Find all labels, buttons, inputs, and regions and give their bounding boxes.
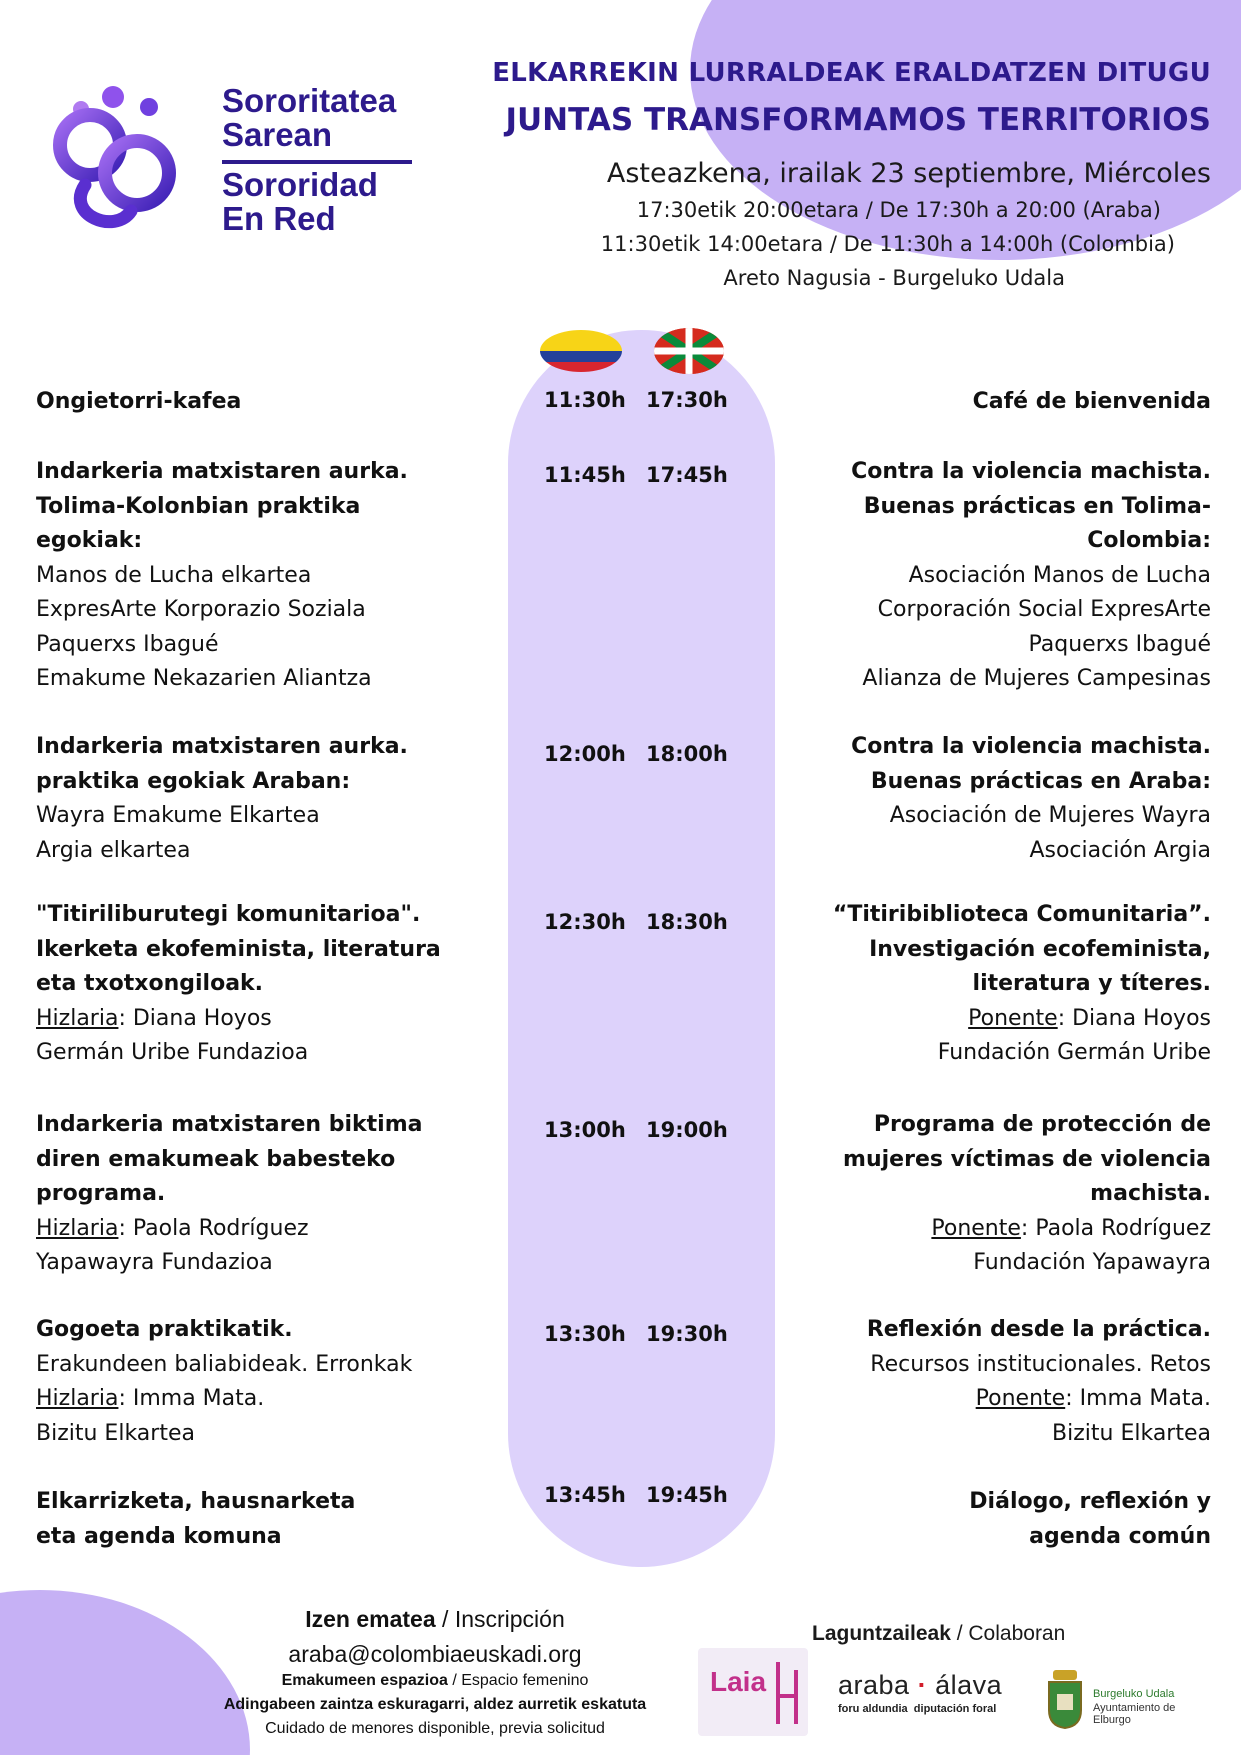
time-araba: 18:30h: [646, 910, 728, 934]
time-araba: 19:30h: [646, 1322, 728, 1346]
time-colombia: 12:00h: [544, 742, 626, 766]
event-time-araba: 17:30etik 20:00etara / De 17:30h a 20:00 (Araba): [636, 198, 1161, 222]
sororitatea-logo-icon: [45, 85, 185, 235]
session-title-line: Indarkeria matxistaren biktima: [36, 1112, 423, 1137]
childcare-es: Cuidado de menores disponible, previa solicitud: [265, 1720, 605, 1737]
session-title-line: Contra la violencia machista.: [851, 459, 1211, 484]
time-colombia: 11:45h: [544, 463, 626, 487]
session-left-text: [36, 1108, 516, 1281]
brand-name-eu-2: Sarean: [222, 116, 333, 153]
session-title-line: Reflexión desde la práctica.: [866, 1317, 1211, 1342]
session-detail-line: Recursos institucionales. Retos: [870, 1351, 1211, 1377]
session-title-line: Indarkeria matxistaren aurka.: [36, 734, 408, 759]
session-left-text: [36, 455, 516, 697]
time-araba: 19:00h: [646, 1118, 728, 1142]
elburgo-logo: [1045, 1668, 1215, 1734]
session-right-text: [761, 1108, 1211, 1281]
session-title-line: agenda común: [1029, 1523, 1211, 1549]
speaker-name: Diana Hoyos: [132, 1005, 272, 1031]
brand-name: [222, 84, 412, 236]
women-space-eu: Emakumeen espazioa: [281, 1672, 448, 1689]
brand-name-eu-1: Sororitatea: [222, 82, 397, 119]
session-right-text: [761, 1485, 1211, 1554]
timeline-band: [508, 330, 775, 1567]
speaker-label: Ponente: [931, 1215, 1021, 1241]
brand-name-es-2: En Red: [222, 200, 336, 237]
araba-word: araba: [838, 1670, 910, 1700]
women-space-es: Espacio femenino: [461, 1672, 589, 1689]
session-detail-line: Alianza de Mujeres Campesinas: [862, 666, 1211, 691]
session-detail-line: Asociación Argia: [1029, 837, 1211, 863]
session-left-text: [36, 898, 516, 1071]
session-detail-line: ExpresArte Korporazio Soziala: [36, 597, 366, 622]
session-detail-line: Ponente: Paola Rodríguez: [931, 1215, 1211, 1241]
time-araba: 17:45h: [646, 463, 728, 487]
session-right-text: [761, 1313, 1211, 1451]
session-title-line: Gogoeta praktikatik.: [36, 1317, 293, 1342]
speaker-name: Paola Rodríguez: [132, 1215, 309, 1241]
session-detail-line: Asociación Manos de Lucha: [908, 562, 1211, 588]
session-title-line: diren emakumeak babesteko: [36, 1146, 396, 1172]
session-title-line: Café de bienvenida: [972, 389, 1211, 414]
session-title-line: Elkarrizketa, hausnarketa: [36, 1489, 356, 1514]
registration-label: Izen ematea / Inscripción: [305, 1606, 565, 1632]
session-title-line: Programa de protección de: [873, 1112, 1211, 1137]
session-title-line: "Titiriliburutegi komunitarioa".: [36, 902, 421, 927]
session-title-line: Buenas prácticas en Araba:: [870, 768, 1211, 794]
collaborators-eu: Laguntzaileak: [812, 1622, 951, 1645]
session-title-line: eta txotxongiloak.: [36, 971, 264, 996]
event-venue: Areto Nagusia - Burgeluko Udala: [723, 266, 1065, 290]
time-colombia: 12:30h: [544, 910, 626, 934]
elburgo-name-eu: Burgeluko Udala: [1093, 1688, 1175, 1700]
session-title-line: egokiak:: [36, 528, 143, 553]
araba-sub-1: foru aldundia: [838, 1703, 908, 1715]
session-title-line: Buenas prácticas en Tolima-: [863, 493, 1211, 519]
session-title-line: Colombia:: [1087, 528, 1211, 553]
session-detail-line: Yapawayra Fundazioa: [36, 1250, 273, 1275]
event-date: Asteazkena, irailak 23 septiembre, Miércoles: [606, 158, 1211, 189]
session-left-text: [36, 730, 516, 868]
registration-es: Inscripción: [454, 1606, 565, 1632]
speaker-label: Hizlaria: [36, 1386, 119, 1411]
time-colombia: 13:30h: [544, 1322, 626, 1346]
speaker-label: Hizlaria: [36, 1215, 119, 1241]
session-title-line: Ongietorri-kafea: [36, 389, 242, 414]
session-detail-line: Argia elkartea: [36, 837, 191, 863]
chair-icon: [774, 1660, 800, 1726]
speaker-name: Imma Mata.: [132, 1386, 265, 1411]
session-title-line: eta agenda komuna: [36, 1523, 282, 1549]
araba-sub-2: diputación foral: [913, 1703, 997, 1715]
session-detail-line: Asociación de Mujeres Wayra: [889, 803, 1211, 828]
time-colombia: 13:45h: [544, 1483, 626, 1507]
colombia-flag-icon: [540, 330, 622, 372]
elburgo-shield-icon: [1045, 1668, 1085, 1730]
session-detail-line: Bizitu Elkartea: [36, 1420, 195, 1446]
time-araba: 17:30h: [646, 388, 728, 412]
brand-name-es-1: Sororidad: [222, 166, 378, 203]
session-title-line: Tolima-Kolonbian praktika: [36, 493, 361, 519]
collaborators-label: Laguntzaileak / Colaboran: [812, 1622, 1066, 1645]
time-colombia: 13:00h: [544, 1118, 626, 1142]
alava-word: álava: [935, 1670, 1003, 1700]
session-title-line: Ikerketa ekofeminista, literatura: [36, 936, 441, 962]
childcare-eu: Adingabeen zaintza eskuragarri, aldez aurretik eskatuta: [223, 1696, 647, 1713]
session-title-line: mujeres víctimas de violencia: [843, 1146, 1211, 1172]
time-araba: 19:45h: [646, 1483, 728, 1507]
session-title-line: Diálogo, reflexión y: [969, 1489, 1211, 1514]
elburgo-name-es: Ayuntamiento de Elburgo: [1093, 1702, 1176, 1726]
ikurrina-flag-icon: [654, 328, 724, 374]
collaborators-es: Colaboran: [968, 1622, 1066, 1645]
laia-logo: [698, 1648, 808, 1736]
event-time-colombia: 11:30etik 14:00etara / De 11:30h a 14:00h (Colombia): [600, 232, 1175, 256]
session-title-line: praktika egokiak Araban:: [36, 768, 351, 794]
session-title-line: Investigación ecofeminista,: [869, 936, 1211, 962]
title-spanish: JUNTAS TRANSFORMAMOS TERRITORIOS: [505, 102, 1211, 138]
session-left-text: [36, 1485, 516, 1554]
session-title-line: Contra la violencia machista.: [851, 734, 1211, 759]
speaker-label: Ponente: [975, 1386, 1066, 1411]
speaker-name: Paola Rodríguez: [1035, 1215, 1211, 1241]
laia-logo-text: Laia: [710, 1666, 767, 1697]
session-detail-line: Bizitu Elkartea: [1052, 1420, 1211, 1446]
title-basque: ELKARREKIN LURRALDEAK ERALDATZEN DITUGU: [492, 58, 1211, 88]
session-detail-line: Fundación Yapawayra: [973, 1250, 1211, 1275]
session-detail-line: Germán Uribe Fundazioa: [36, 1040, 309, 1065]
session-detail-line: Manos de Lucha elkartea: [36, 562, 312, 588]
session-right-text: [761, 730, 1211, 868]
session-title-line: “Titiribiblioteca Comunitaria”.: [832, 902, 1211, 927]
session-detail-line: Ponente: Diana Hoyos: [968, 1005, 1211, 1031]
time-colombia: 11:30h: [544, 388, 626, 412]
session-detail-line: Paquerxs Ibagué: [1028, 631, 1211, 657]
session-left-text: [36, 385, 516, 420]
session-title-line: literatura y títeres.: [972, 971, 1211, 996]
session-right-text: [761, 898, 1211, 1071]
women-space-note: Emakumeen espazioa / Espacio femenino: [281, 1672, 589, 1689]
time-araba: 18:00h: [646, 742, 728, 766]
session-detail-line: Paquerxs Ibagué: [36, 631, 219, 657]
session-detail-line: Fundación Germán Uribe: [937, 1040, 1211, 1065]
registration-email[interactable]: araba@colombiaeuskadi.org: [288, 1641, 582, 1667]
speaker-label: Ponente: [968, 1005, 1058, 1031]
session-detail-line: Hizlaria: Imma Mata.: [36, 1386, 265, 1411]
session-detail-line: Emakume Nekazarien Aliantza: [36, 666, 372, 691]
session-detail-line: Ponente: Imma Mata.: [975, 1386, 1211, 1411]
session-detail-line: Corporación Social ExpresArte: [877, 597, 1211, 622]
session-title-line: Indarkeria matxistaren aurka.: [36, 459, 408, 484]
speaker-label: Hizlaria: [36, 1005, 119, 1031]
session-title-line: programa.: [36, 1181, 166, 1206]
session-right-text: [761, 385, 1211, 420]
registration-eu: Izen ematea: [305, 1606, 436, 1632]
session-detail-line: Hizlaria: Paola Rodríguez: [36, 1215, 309, 1241]
speaker-name: Diana Hoyos: [1072, 1005, 1211, 1031]
session-left-text: [36, 1313, 516, 1451]
session-right-text: [761, 455, 1211, 697]
speaker-name: Imma Mata.: [1079, 1386, 1211, 1411]
session-title-line: machista.: [1090, 1181, 1211, 1206]
araba-logo: araba · álava foru aldundia diputación foral: [838, 1670, 1003, 1715]
brand-divider: [222, 160, 412, 164]
session-detail-line: Hizlaria: Diana Hoyos: [36, 1005, 272, 1031]
session-detail-line: Wayra Emakume Elkartea: [36, 803, 320, 828]
session-detail-line: Erakundeen baliabideak. Erronkak: [36, 1351, 413, 1377]
